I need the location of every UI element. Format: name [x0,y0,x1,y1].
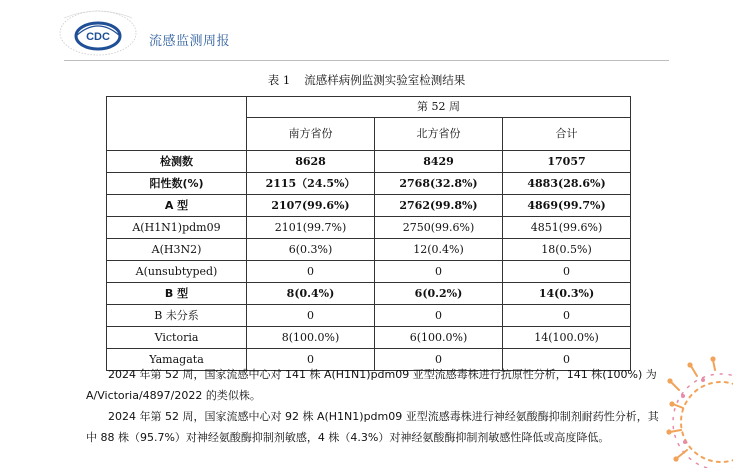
row-label: A(unsubtyped) [107,261,247,283]
table-cell: 2768(32.8%) [375,173,503,195]
row-label: 阳性数(%) [107,173,247,195]
table-row [107,283,631,305]
table-cell: 0 [503,261,631,283]
table-cell: 0 [247,349,375,371]
paragraph-text: 2024 年第 52 周，国家流感中心对 92 株 A(H1N1)pdm09 亚型流感毒株进行神经氨酸酶抑制剂耐药性分析，其中 88 株（95.7%）对神经氨酸酶抑制剂敏感，4 株（4.3%）对神经氨酸酶抑制剂敏感性降低或高度降低。 [86,410,659,444]
table-row [107,239,631,261]
table-cell: 2115（24.5%） [247,173,375,195]
table-row [107,151,631,173]
table-row [107,305,631,327]
table-cell: 8(100.0%) [247,327,375,349]
table-cell: 0 [375,305,503,327]
table-cell: 6(0.3%) [247,239,375,261]
table-cell: 8628 [247,151,375,173]
table-cell: 6(0.2%) [375,283,503,305]
table-cell: 4869(99.7%) [503,195,631,217]
table-row [107,261,631,283]
table-cell: 2107(99.6%) [247,195,375,217]
report-header [0,0,733,62]
table-cell: 2750(99.6%) [375,217,503,239]
table-cell: 8429 [375,151,503,173]
resistance-analysis-paragraph [86,406,666,448]
table-row [107,327,631,349]
table-cell: 2762(99.8%) [375,195,503,217]
table-row [107,195,631,217]
corner-cell [107,97,247,151]
table-cell: 17057 [503,151,631,173]
logo-text: CDC [86,31,110,43]
table-cell: 14(0.3%) [503,283,631,305]
row-label: B 未分系 [107,305,247,327]
week-header: 第 52 周 [247,97,631,118]
row-label: B 型 [107,283,247,305]
column-header: 北方省份 [375,118,503,151]
row-label: Victoria [107,327,247,349]
row-label: A(H1N1)pdm09 [107,217,247,239]
week-header-row [107,97,631,118]
table-cell: 0 [503,349,631,371]
table-caption [0,72,733,88]
row-label: 检测数 [107,151,247,173]
row-label: Yamagata [107,349,247,371]
virus-illustration [623,330,733,468]
table-cell: 0 [375,261,503,283]
column-header: 南方省份 [247,118,375,151]
header-divider [64,60,669,61]
table-row [107,217,631,239]
table-cell: 4883(28.6%) [503,173,631,195]
table-cell: 0 [375,349,503,371]
table-cell: 4851(99.6%) [503,217,631,239]
table-cell: 8(0.4%) [247,283,375,305]
table-number: 表 1 [267,73,291,87]
column-header: 合计 [503,118,631,151]
row-label: A(H3N2) [107,239,247,261]
brand-title: 流感监测周报 [149,34,231,49]
table-cell: 0 [503,305,631,327]
results-table [106,96,631,371]
paragraph-text: 2024 年第 52 周，国家流感中心对 141 株 A(H1N1)pdm09 亚型流感毒株进行抗原性分析，141 株(100%) 为 A/Victoria/4897/2022 的类似株。 [86,368,657,402]
row-label: A 型 [107,195,247,217]
antigenic-analysis-paragraph [86,364,666,406]
table-cell: 14(100.0%) [503,327,631,349]
table-title: 流感样病例监测实验室检测结果 [304,73,466,87]
table-cell: 2101(99.7%) [247,217,375,239]
table-cell: 0 [247,305,375,327]
table-cell: 18(0.5%) [503,239,631,261]
cdc-logo [56,6,140,58]
table-cell: 12(0.4%) [375,239,503,261]
table-cell: 6(100.0%) [375,327,503,349]
table-row [107,173,631,195]
table-cell: 0 [247,261,375,283]
